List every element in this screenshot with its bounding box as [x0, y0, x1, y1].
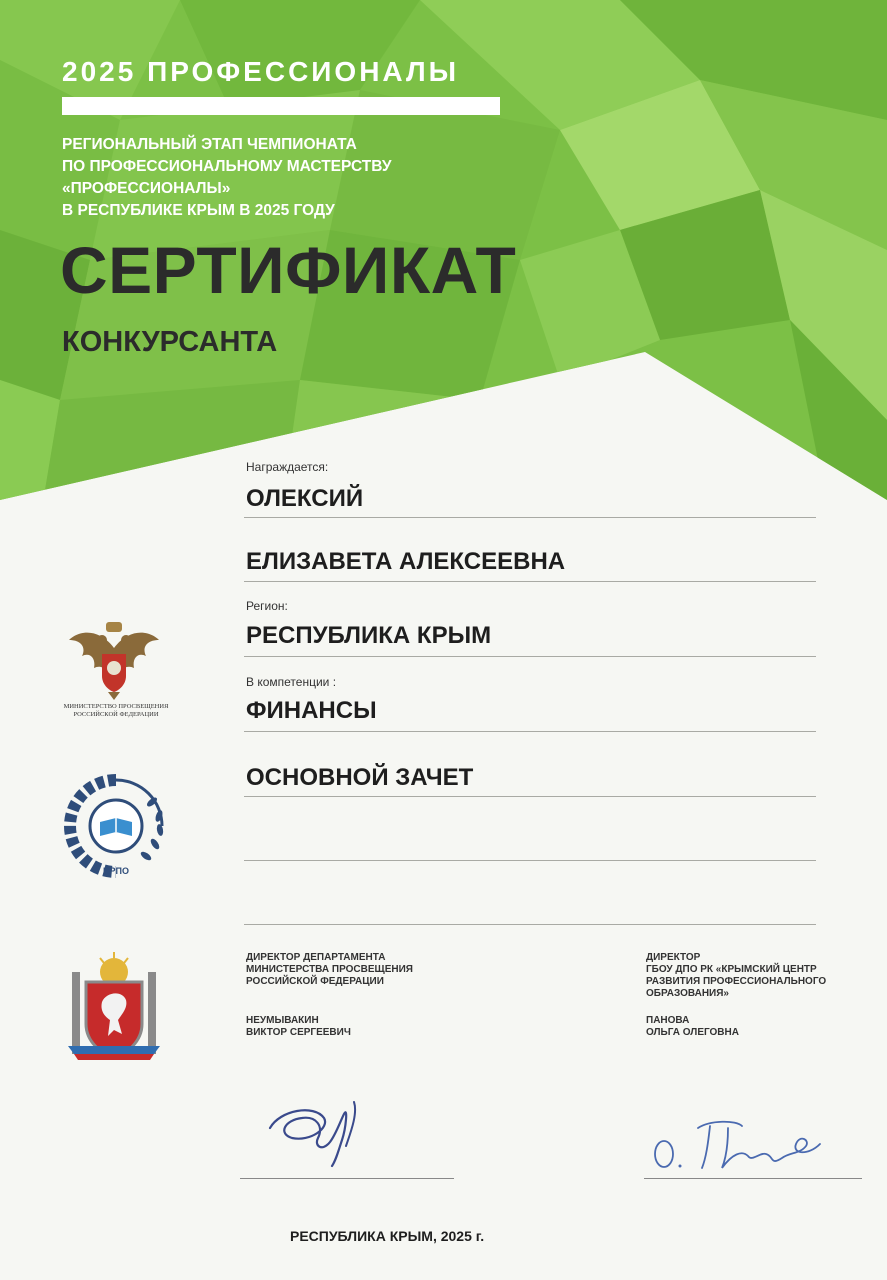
right-signatory-name-line: ОЛЬГА ОЛЕГОВНА: [646, 1027, 739, 1038]
ministry-caption: [54, 703, 178, 719]
recipient-surname: ОЛЕКСИЙ: [246, 485, 364, 512]
competence-label: В компетенции :: [246, 675, 337, 689]
left-signatory-title: [246, 952, 413, 988]
ministry-caption-line: РОССИЙСКОЙ ФЕДЕРАЦИИ: [73, 711, 159, 718]
left-signatory-title-line: МИНИСТЕРСТВА ПРОСВЕЩЕНИЯ: [246, 964, 413, 975]
competence-value: ФИНАНСЫ: [246, 697, 377, 724]
category-value: ОСНОВНОЙ ЗАЧЕТ: [246, 764, 474, 791]
ministry-caption-line: МИНИСТЕРСТВО ПРОСВЕЩЕНИЯ: [63, 703, 169, 710]
irpo-logo: [60, 772, 172, 880]
left-signatory-title-line: РОССИЙСКОЙ ФЕДЕРАЦИИ: [246, 976, 384, 987]
right-signatory-title: [646, 952, 826, 1000]
field-underline: [244, 581, 816, 582]
event-description-line: РЕГИОНАЛЬНЫЙ ЭТАП ЧЕМПИОНАТА: [62, 136, 357, 153]
left-signatory-name-line: НЕУМЫВАКИН: [246, 1015, 319, 1026]
left-signature-line: [240, 1178, 454, 1179]
left-signature: [262, 1094, 392, 1170]
field-underline: [244, 796, 816, 797]
right-signatory-name-line: ПАНОВА: [646, 1015, 690, 1026]
left-signatory-name-line: ВИКТОР СЕРГЕЕВИЧ: [246, 1027, 351, 1038]
right-signature: [650, 1114, 850, 1176]
right-signatory-title-line: ГБОУ ДПО РК «КРЫМСКИЙ ЦЕНТР: [646, 964, 817, 975]
recipient-given-names: ЕЛИЗАВЕТА АЛЕКСЕЕВНА: [246, 548, 566, 575]
certificate-title: СЕРТИФИКАТ: [60, 233, 517, 307]
field-underline: [244, 731, 816, 732]
left-signatory-name: [246, 1015, 351, 1039]
right-signatory-title-line: РАЗВИТИЯ ПРОФЕССИОНАЛЬНОГО: [646, 976, 827, 987]
field-underline: [244, 860, 816, 861]
right-signatory-name: [646, 1015, 739, 1039]
crimea-coat-of-arms: [64, 950, 164, 1064]
event-description: [62, 134, 502, 222]
region-label: Регион:: [246, 599, 288, 613]
awarded-label: Награждается:: [246, 460, 329, 474]
field-underline: [244, 656, 816, 657]
irpo-logo-text: ИРПО: [103, 866, 129, 876]
certificate-subtitle: КОНКУРСАНТА: [62, 326, 278, 358]
footer-place-year: РЕСПУБЛИКА КРЫМ, 2025 г.: [290, 1228, 485, 1244]
ministry-eagle-emblem: [64, 618, 164, 702]
region-value: РЕСПУБЛИКА КРЫМ: [246, 622, 492, 649]
left-signatory-title-line: ДИРЕКТОР ДЕПАРТАМЕНТА: [246, 952, 386, 963]
right-signatory-title-line: ДИРЕКТОР: [646, 952, 701, 963]
right-signature-line: [644, 1178, 862, 1179]
brand-underline-bar: [62, 97, 500, 115]
event-description-line: «ПРОФЕССИОНАЛЫ»: [62, 180, 231, 197]
brand-year-title: 2025 ПРОФЕССИОНАЛЫ: [62, 56, 460, 87]
right-signatory-title-line: ОБРАЗОВАНИЯ»: [646, 988, 729, 999]
event-description-line: ПО ПРОФЕССИОНАЛЬНОМУ МАСТЕРСТВУ: [62, 158, 392, 175]
event-description-line: В РЕСПУБЛИКЕ КРЫМ В 2025 ГОДУ: [62, 202, 335, 219]
field-underline: [244, 924, 816, 925]
field-underline: [244, 517, 816, 518]
